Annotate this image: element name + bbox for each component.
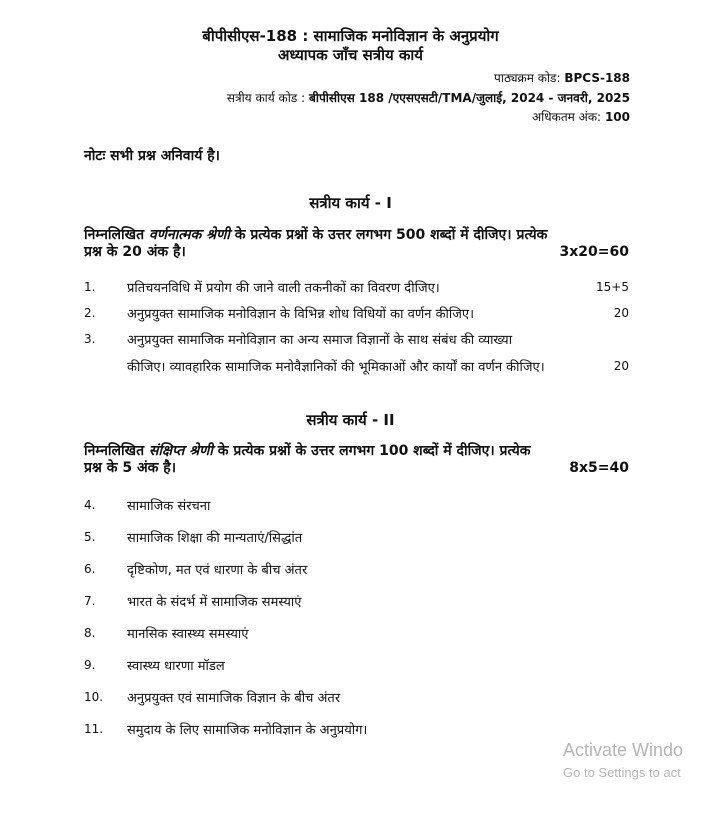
document-title: बीपीसीएस-188 : सामाजिक मनोविज्ञान के अनुप्रयोग — [202, 27, 499, 45]
question-number: 8. — [84, 626, 96, 640]
question-text: सामाजिक संरचना — [127, 499, 211, 514]
question-number: 11. — [84, 722, 104, 736]
course-code — [494, 69, 630, 86]
activate-windows-watermark: Activate Windo — [563, 740, 684, 760]
assignment-code-label: सत्रीय कार्य कोड : — [226, 91, 306, 105]
max-marks — [532, 108, 630, 125]
max-marks-label: अधिकतम अंक: — [531, 110, 602, 124]
note: नोटः सभी प्रश्न अनिवार्य है। — [84, 148, 220, 164]
question-number: 1. — [84, 280, 96, 294]
question-marks: 20 — [613, 306, 629, 320]
question-text: सामाजिक शिक्षा की मान्यताएं/सिद्धांत — [127, 531, 303, 546]
question-number: 9. — [84, 658, 96, 672]
instr-emphasis: वर्णनात्मक श्रेणी — [148, 227, 230, 243]
question-marks: 20 — [613, 359, 629, 373]
activate-windows-settings-link[interactable]: Go to Settings to act — [563, 765, 681, 780]
question-text-line2: कीजिए। व्यावहारिक सामाजिक मनोवैज्ञानिकों की भूमिकाओं और कार्यों का वर्णन कीजिए। — [127, 360, 545, 375]
max-marks-value: 100 — [604, 110, 630, 124]
instr-pre: निम्नलिखित — [84, 227, 145, 243]
question-text-line1: अनुप्रयुक्त सामाजिक मनोविज्ञान का अन्य समाज विज्ञानों के साथ संबंध की व्याख्या — [127, 333, 513, 348]
section-2-heading: सत्रीय कार्य - II — [306, 411, 395, 429]
question-text: भारत के संदर्भ में सामाजिक समस्याएं — [127, 595, 302, 610]
section-1-heading: सत्रीय कार्य - I — [309, 194, 392, 212]
question-text: अनुप्रयुक्त सामाजिक मनोविज्ञान के विभिन्न शोध विधियों का वर्णन कीजिए। — [127, 307, 475, 322]
instr-emphasis: संक्षिप्त श्रेणी — [148, 443, 213, 459]
question-marks: 15+5 — [596, 280, 629, 294]
instr-post: के प्रत्येक प्रश्नों के उत्तर लगभग 100 शब्दों में दीजिए। प्रत्येक — [217, 443, 531, 459]
instr-post: के प्रत्येक प्रश्नों के उत्तर लगभग 500 शब्दों में दीजिए। प्रत्येक — [234, 227, 548, 243]
question-number: 4. — [84, 498, 96, 512]
section-1-instructions — [84, 227, 629, 261]
question-number: 7. — [84, 594, 96, 608]
course-code-value: BPCS-188 — [564, 71, 630, 85]
instr-line2: प्रश्न के 20 अंक है। — [84, 244, 186, 260]
question-text: दृष्टिकोण, मत एवं धारणा के बीच अंतर — [127, 563, 308, 578]
section-2-instructions — [84, 443, 629, 477]
question-number: 6. — [84, 562, 96, 576]
assignment-code — [227, 89, 630, 106]
question-text — [127, 330, 612, 348]
question-number: 5. — [84, 530, 96, 544]
instr-marks: 8x5=40 — [569, 460, 629, 476]
question-text: अनुप्रयुक्त एवं सामाजिक विज्ञान के बीच अंतर — [127, 691, 341, 706]
course-code-label: पाठ्यक्रम कोड: — [494, 71, 561, 85]
instr-line2: प्रश्न के 5 अंक है। — [84, 460, 177, 476]
question-text: स्वास्थ्य धारणा मॉडल — [127, 659, 225, 674]
question-text: प्रतिचयनविधि में प्रयोग की जाने वाली तकनीकों का विवरण दीजिए। — [127, 281, 440, 296]
assignment-code-value: बीपीसीएस 188 /एएसएसटी/TMA/जुलाई, 2024 - जनवरी, 2025 — [308, 91, 630, 105]
question-number: 2. — [84, 306, 96, 320]
instr-pre: निम्नलिखित — [84, 443, 145, 459]
question-number: 3. — [84, 332, 96, 346]
instr-marks: 3x20=60 — [559, 244, 629, 260]
question-text: मानसिक स्वास्थ्य समस्याएं — [127, 627, 249, 642]
question-number: 10. — [84, 690, 104, 704]
document-subtitle: अध्यापक जाँच सत्रीय कार्य — [277, 46, 424, 64]
question-text: समुदाय के लिए सामाजिक मनोविज्ञान के अनुप्रयोग। — [127, 723, 368, 738]
